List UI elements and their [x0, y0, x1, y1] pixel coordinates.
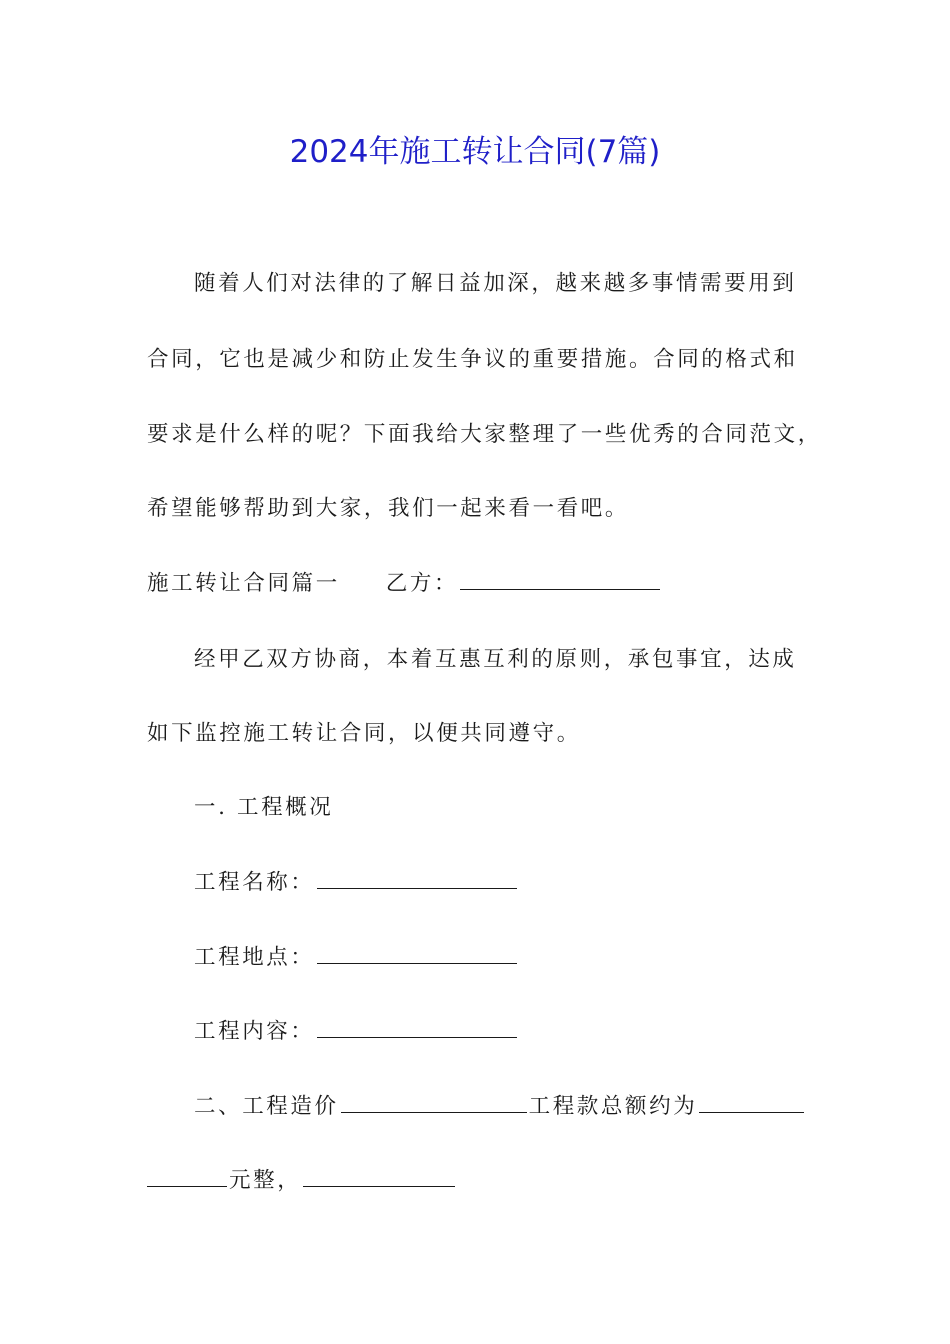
intro-line-2: 合同，它也是减少和防止发生争议的重要措施。合同的格式和 — [147, 347, 798, 372]
intro-line-3: 要求是什么样的呢？下面我给大家整理了一些优秀的合同范文， — [147, 422, 822, 447]
intro-line-1: 随着人们对法律的了解日益加深，越来越多事情需要用到 — [194, 271, 797, 296]
yuan-trailing-blank[interactable] — [303, 1168, 455, 1187]
project-location-blank[interactable] — [317, 945, 517, 964]
yuan-label: 元整， — [229, 1168, 302, 1193]
party-b-blank[interactable] — [460, 571, 660, 590]
project-name-row — [194, 868, 519, 898]
section-heading: 施工转让合同篇一 — [147, 571, 340, 596]
project-location-label: 工程地点： — [194, 945, 315, 970]
agreement-line-2: 如下监控施工转让合同，以便共同遵守。 — [147, 721, 581, 746]
agreement-line-1: 经甲乙双方协商，本着互惠互利的原则，承包事宜，达成 — [194, 647, 797, 672]
project-name-label: 工程名称： — [194, 870, 315, 895]
project-content-label: 工程内容： — [194, 1019, 315, 1044]
intro-line-4: 希望能够帮助到大家，我们一起来看一看吧。 — [147, 496, 630, 521]
total-amount-label: 工程款总额约为 — [528, 1094, 698, 1119]
party-b-label: 乙方： — [385, 571, 459, 596]
section-heading-row — [147, 569, 662, 599]
project-location-row — [194, 943, 519, 973]
yuan-row — [147, 1166, 457, 1196]
total-amount-blank[interactable] — [699, 1094, 804, 1113]
amount-continuation-blank[interactable] — [147, 1168, 227, 1187]
project-cost-label: 二、工程造价 — [194, 1094, 339, 1119]
document-title: 2024年施工转让合同(7篇) — [289, 134, 661, 170]
project-cost-row — [194, 1092, 806, 1122]
project-cost-blank[interactable] — [341, 1094, 527, 1113]
project-content-row — [194, 1017, 519, 1047]
project-name-blank[interactable] — [317, 870, 517, 889]
overview-heading: 一. 工程概况 — [194, 795, 334, 820]
project-content-blank[interactable] — [317, 1019, 517, 1038]
